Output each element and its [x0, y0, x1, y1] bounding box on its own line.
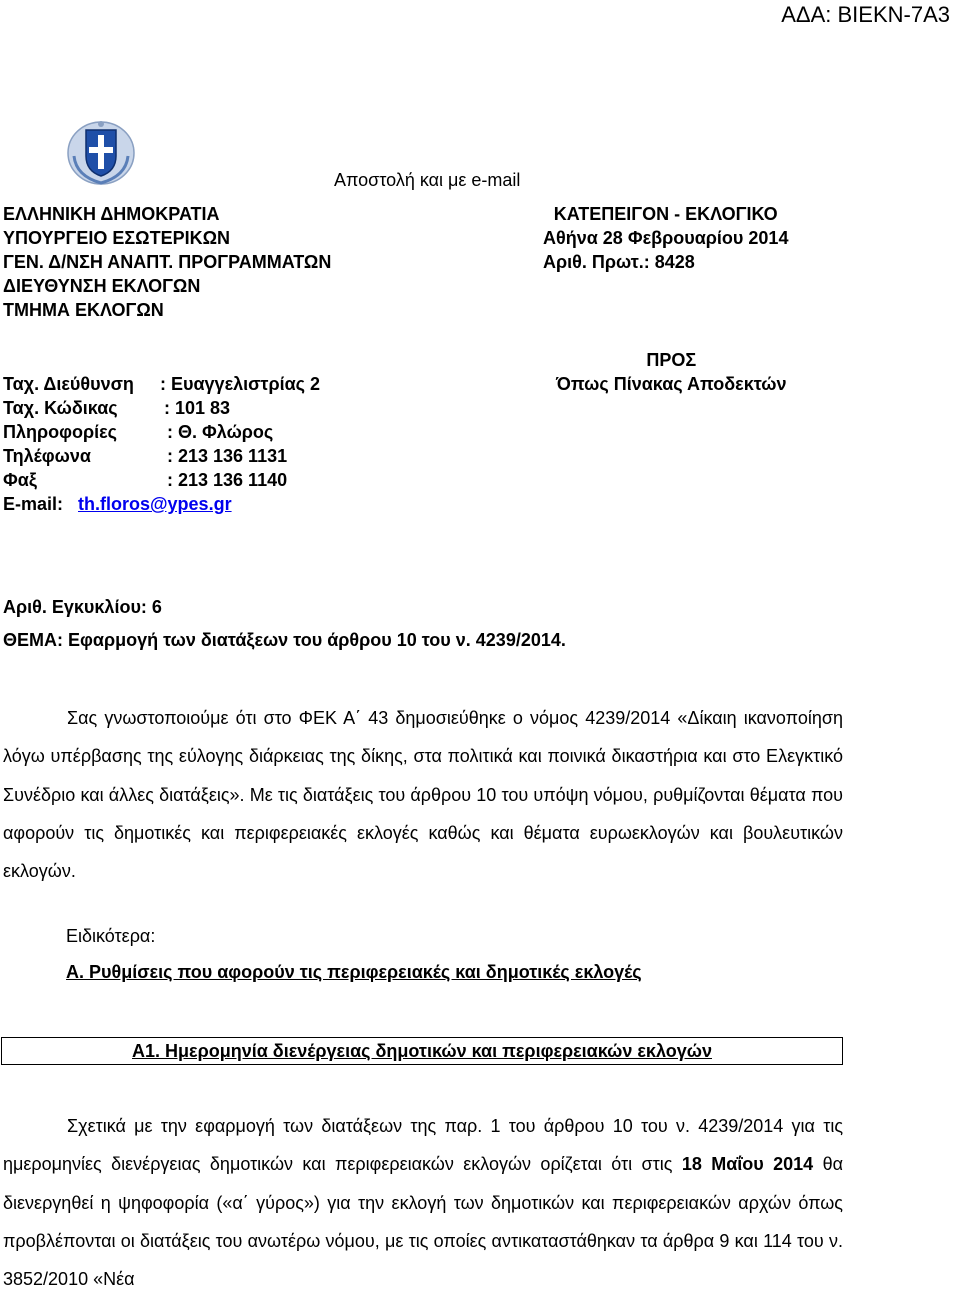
- send-note: Αποστολή και με e-mail: [334, 170, 521, 190]
- section-a-heading: Α. Ρυθμίσεις που αφορούν τις περιφερειακές και δημοτικές εκλογές: [66, 962, 642, 982]
- contact-phone: Τηλέφωνα : 213 136 1131: [3, 446, 288, 466]
- contact-address: Ταχ. Διεύθυνση : Ευαγγελιστρίας 2: [3, 374, 321, 394]
- recipient-block: [556, 348, 786, 396]
- sender-line: ΕΛΛΗΝΙΚΗ ΔΗΜΟΚΡΑΤΙΑ: [3, 204, 220, 224]
- greek-coat-of-arms-icon: [66, 116, 136, 186]
- sender-line: ΓΕΝ. Δ/ΝΣΗ ΑΝΑΠΤ. ΠΡΟΓΡΑΜΜΑΤΩΝ: [3, 252, 332, 272]
- ada-code: ΑΔΑ: ΒΙΕΚΝ-7Α3: [781, 2, 950, 27]
- sender-line: ΥΠΟΥΡΓΕΙΟ ΕΣΩΤΕΡΙΚΩΝ: [3, 228, 231, 248]
- intro-paragraph: Σας γνωστοποιούμε ότι στο ΦΕΚ Α΄ 43 δημοσιεύθηκε ο νόμος 4239/2014 «Δίκαιη ικανοποίηση λόγω υπέρβασης της εύλογης διάρκειας της δίκης, στα πολιτικά και ποινικά δικαστήρια και στο Ελεγκτικό Συνέδριο και άλλες διατάξεις». Με τις διατάξεις του άρθρου 10 του υπόψη νόμου, ρυθμίζονται θέματα που αφορούν τις δημοτικές και περιφερειακές εκλογές καθώς και θέματα ευρωεκλογών και βουλευτικών εκλογών.: [3, 708, 843, 882]
- dates-text-before: Σχετικά με την εφαρμογή των διατάξεων της παρ. 1 του άρθρου 10 του ν. 4239/2014 για τις ημερομηνίες διενέργειας δημοτικών και περιφερειακών εκλογών ορίζεται ότι στις: [3, 1116, 843, 1175]
- dates-text-after: θα διενεργηθεί η ψηφοφορία («α΄ γύρος») για την εκλογή των δημοτικών και περιφερειακών αρχών όπως προβλέπονται οι διατάξεις του ανωτέρω νόμου, με τις οποίες αντικαταστάθηκαν τα άρθρα 9 και 114 του ν. 3852/2010 «Νέα: [3, 1154, 844, 1290]
- contact-info: Πληροφορίες : Θ. Φλώρος: [3, 422, 274, 442]
- circular-number: Αριθ. Εγκυκλίου: 6: [3, 597, 162, 617]
- sender-line: ΔΙΕΥΘΥΝΣΗ ΕΚΛΟΓΩΝ: [3, 276, 201, 296]
- protocol-number: Αριθ. Πρωτ.: 8428: [543, 252, 695, 272]
- section-a1-box: [1, 1037, 843, 1065]
- contact-postcode: Ταχ. Κώδικας : 101 83: [3, 398, 231, 418]
- election-date: 18 Μαΐου 2014: [681, 1154, 814, 1175]
- sender-block: [3, 202, 331, 322]
- section-a1-heading: Α1. Ημερομηνία διενέργειας δημοτικών και περιφερειακών εκλογών: [132, 1041, 712, 1061]
- contact-block: [3, 348, 523, 516]
- specifically-label: Ειδικότερα:: [66, 926, 156, 946]
- urgency-label: ΚΑΤΕΠΕΙΓΟΝ - ΕΚΛΟΓΙΚΟ: [553, 204, 778, 224]
- recipient-heading: ΠΡΟΣ: [646, 350, 697, 370]
- contact-fax: Φαξ : 213 136 1140: [3, 470, 288, 490]
- contact-email: E-mail: th.floros@ypes.gr: [3, 494, 232, 514]
- subject-line: ΘΕΜΑ: Εφαρμογή των διατάξεων του άρθρου 10 του ν. 4239/2014.: [3, 630, 566, 650]
- email-link[interactable]: th.floros@ypes.gr: [78, 494, 232, 514]
- dates-paragraph: [3, 1107, 843, 1298]
- document-meta: [543, 202, 788, 274]
- recipient-name: Όπως Πίνακας Αποδεκτών: [556, 374, 787, 394]
- sender-line: ΤΜΗΜΑ ΕΚΛΟΓΩΝ: [3, 300, 164, 320]
- document-date: Αθήνα 28 Φεβρουαρίου 2014: [543, 228, 789, 248]
